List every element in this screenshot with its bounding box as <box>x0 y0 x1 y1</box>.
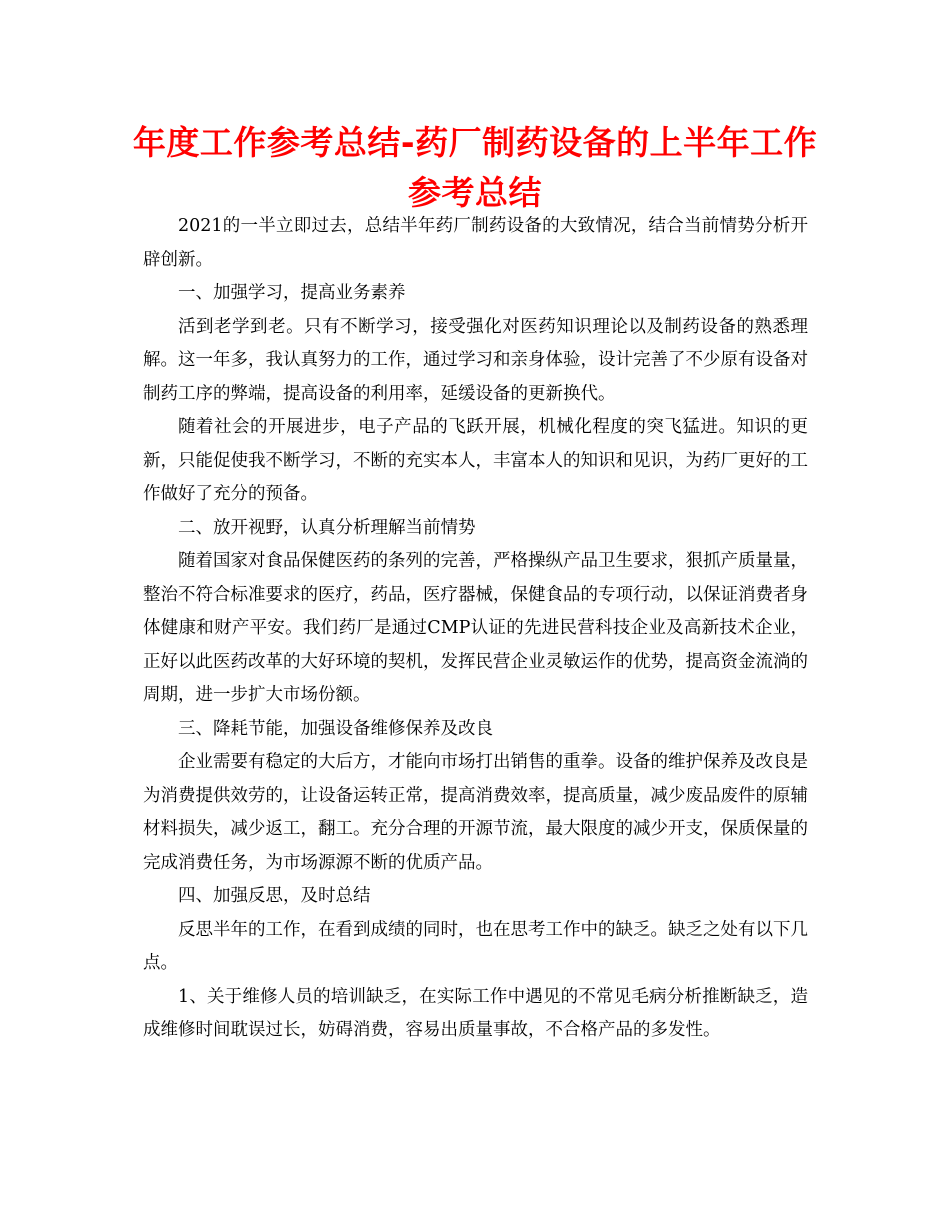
section-heading: 三、降耗节能，加强设备维修保养及改良 <box>178 718 493 739</box>
paragraph: 2021的一半立即过去，总结半年药厂制药设备的大致情况，结合当前情势分析开辟创新。 <box>143 216 808 270</box>
section-heading: 四、加强反思，及时总结 <box>178 886 371 906</box>
paragraph: 企业需要有稳定的大后方，才能向市场打出销售的重拳。设备的维护保养及改良是为消费提供效劳的，让设备运转正常，提高消费效率，提高质量，减少废品废件的原辅材料损失，减少返工，翻工。充分合理的开源节流，最大限度的减少开支，保质保量的完成消费任务，为市场源源不断的优质产品。 <box>143 752 808 873</box>
paragraph: 随着社会的开展进步，电子产品的飞跃开展，机械化程度的突飞猛进。知识的更新，只能促使我不断学习，不断的充实本人，丰富本人的知识和见识，为药厂更好的工作做好了充分的预备。 <box>143 417 808 504</box>
paragraph: 活到老学到老。只有不断学习，接受强化对医药知识理论以及制药设备的熟悉理解。这一年多，我认真努力的工作，通过学习和亲身体验，设计完善了不少原有设备对制药工序的弊端，提高设备的利用率，延缓设备的更新换代。 <box>143 316 808 404</box>
section-heading: 一、加强学习，提高业务素养 <box>178 283 406 303</box>
document-body <box>143 210 808 1048</box>
paragraph: 1、关于维修人员的培训缺乏，在实际工作中遇见的不常见毛病分析推断缺乏，造成维修时间耽误过长，妨碍消费，容易出质量事故，不合格产品的多发性。 <box>143 986 808 1040</box>
paragraph: 随着国家对食品保健医药的条列的完善，严格操纵产品卫生要求，狠抓产质量量，整治不符合标准要求的医疗，药品，医疗器械，保健食品的专项行动，以保证消费者身体健康和财产平安。我们药厂是通过CMP认证的先进民营科技企业及高新技术企业，正好以此医药改革的大好环境的契机，发挥民营企业灵敏运作的优势，提高资金流淌的周期，进一步扩大市场份额。 <box>143 551 808 705</box>
paragraph: 反思半年的工作，在看到成绩的同时，也在思考工作中的缺乏。缺乏之处有以下几点。 <box>143 919 808 973</box>
section-heading: 二、放开视野，认真分析理解当前情势 <box>178 517 476 538</box>
document-title: 年度工作参考总结-药厂制药设备的上半年工作参考总结 <box>132 123 818 212</box>
